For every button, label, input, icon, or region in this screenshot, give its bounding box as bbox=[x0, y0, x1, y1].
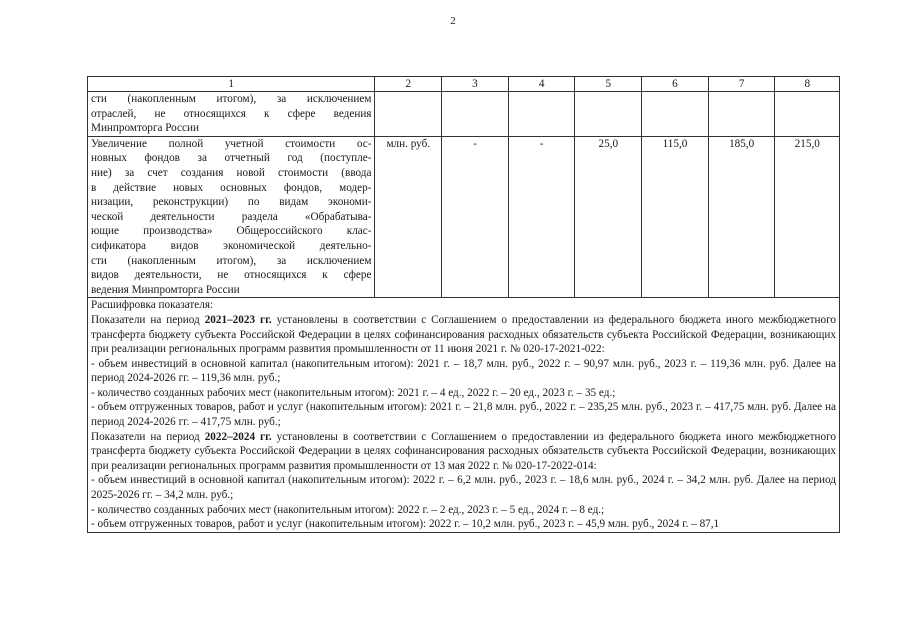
value-cell bbox=[575, 92, 642, 137]
column-header: 4 bbox=[508, 77, 575, 92]
notes-item: - количество созданных рабочих мест (накопительным итогом): 2022 г. – 2 ед., 2023 г. – 5 ед., 2024 г. – 8 ед.; bbox=[91, 503, 605, 516]
value-cell bbox=[442, 92, 509, 137]
notes-period: 2021–2023 гг. bbox=[204, 313, 272, 326]
text-line: сификатора видов экономической деятельно- bbox=[91, 239, 372, 252]
notes-item: - объем инвестиций в основной капитал (накопительным итогом): 2022 г. – 6,2 млн. руб., 2023 г. – 18,6 млн. руб., 2024 г. – 34,2 млн. руб. Далее на период 2025-2026 гг. – 34,2 млн. руб.; bbox=[91, 474, 836, 502]
text-line: ведения Минпромторга России bbox=[91, 283, 240, 296]
notes-prefix: Показатели на период bbox=[91, 313, 205, 326]
value-cell: 215,0 bbox=[775, 136, 840, 298]
table-header-row bbox=[88, 77, 840, 92]
text-line: видов деятельности, не относящихся к сфере bbox=[91, 269, 372, 282]
value-cell: 115,0 bbox=[642, 136, 709, 298]
notes-item: - количество созданных рабочих мест (накопительным итогом): 2021 г. – 4 ед., 2022 г. – 20 ед., 2023 г. – 35 ед.; bbox=[91, 386, 616, 399]
unit-cell bbox=[375, 92, 442, 137]
notes-row bbox=[88, 298, 840, 533]
indicator-name-cell bbox=[88, 136, 375, 298]
value-cell: - bbox=[442, 136, 509, 298]
notes-suffix: установлены в соответствии с Соглашением о предоставлении из федерального бюджета иного межбюджетного трансферта бюджету субъекта Российской Федерации в целях софинансирования расходных обязательств субъекта Российской Федерации, возникающих при реализации региональных программ развития промышленности от 13 мая 2022 г. № 020-17-2022-014: bbox=[91, 430, 836, 472]
page-number: 2 bbox=[450, 15, 456, 27]
indicator-notes-cell bbox=[88, 298, 840, 533]
notes-item: - объем инвестиций в основной капитал (накопительным итогом): 2021 г. – 18,7 млн. руб., 2022 г. – 90,97 млн. руб., 2023 г. – 119,36 млн. руб. Далее на период 2024-2026 гг. – 119,36 млн. руб.; bbox=[91, 357, 836, 385]
column-header: 6 bbox=[642, 77, 709, 92]
text-line: Увеличение полной учетной стоимости ос- bbox=[91, 137, 372, 150]
text-line: в действие новых основных фондов, модер- bbox=[91, 181, 372, 194]
notes-period: 2022–2024 гг. bbox=[204, 430, 272, 443]
column-header: 5 bbox=[575, 77, 642, 92]
value-cell bbox=[775, 92, 840, 137]
text-line: ческой деятельности раздела «Обрабатыва- bbox=[91, 210, 372, 223]
value-cell: - bbox=[508, 136, 575, 298]
notes-item: - объем отгруженных товаров, работ и услуг (накопительным итогом): 2022 г. – 10,2 млн. руб., 2023 г. – 45,9 млн. руб., 2024 г. – 87,1 bbox=[91, 518, 720, 531]
table-row bbox=[88, 136, 840, 298]
text-line: низации, реконструкции) по видам экономи- bbox=[91, 196, 372, 209]
notes-prefix: Показатели на период bbox=[91, 430, 205, 443]
value-cell: 25,0 bbox=[575, 136, 642, 298]
column-header: 3 bbox=[442, 77, 509, 92]
notes-heading: Расшифровка показателя: bbox=[91, 299, 214, 312]
unit-cell: млн. руб. bbox=[375, 136, 442, 298]
notes-paragraph bbox=[91, 313, 836, 357]
table-row bbox=[88, 92, 840, 137]
column-header: 2 bbox=[375, 77, 442, 92]
text-line: ющие производства» Общероссийского клас- bbox=[91, 225, 372, 238]
column-header: 7 bbox=[708, 77, 775, 92]
value-cell bbox=[642, 92, 709, 137]
column-header: 1 bbox=[88, 77, 375, 92]
indicator-table bbox=[87, 76, 840, 533]
text-line: сти (накопленным итогом), за исключением bbox=[91, 93, 372, 105]
text-line: Минпромторга России bbox=[91, 122, 199, 135]
text-line: сти (накопленным итогом), за исключением bbox=[91, 254, 372, 267]
notes-paragraph bbox=[91, 430, 836, 474]
text-line: отраслей, не относящихся к сфере ведения bbox=[91, 107, 372, 120]
notes-item: - объем отгруженных товаров, работ и услуг (накопительным итогом): 2021 г. – 21,8 млн. руб., 2022 г. – 235,25 млн. руб., 2023 г. – 417,75 млн. руб. Далее на период 2024-2026 гг. – 417,75 млн. руб.; bbox=[91, 401, 836, 429]
notes-suffix: установлены в соответствии с Соглашением о предоставлении из федерального бюджета иного межбюджетного трансферта бюджету субъекта Российской Федерации в целях софинансирования расходных обязательств субъекта Российской Федерации, возникающих при реализации региональных программ развития промышленности от 11 июня 2021 г. № 020-17-2021-022: bbox=[91, 313, 836, 356]
indicator-name-cell bbox=[88, 92, 375, 137]
column-header: 8 bbox=[775, 77, 840, 92]
value-cell: 185,0 bbox=[708, 136, 775, 298]
text-line: новных фондов за отчетный год (поступле- bbox=[91, 152, 372, 165]
text-line: ние) за счет создания новой стоимости (ввода bbox=[91, 166, 372, 179]
value-cell bbox=[708, 92, 775, 137]
value-cell bbox=[508, 92, 575, 137]
